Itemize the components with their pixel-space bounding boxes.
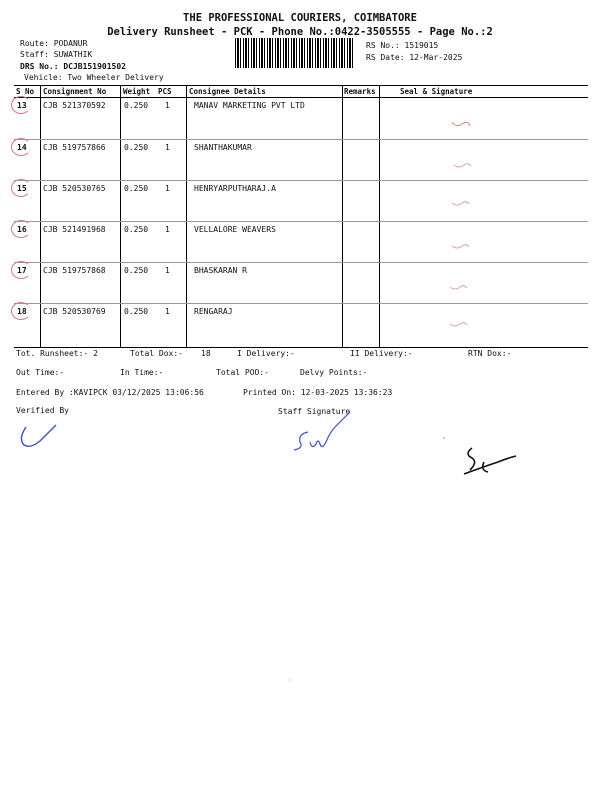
staff-signature xyxy=(294,412,350,450)
row-weight: 0.250 xyxy=(124,101,149,110)
col-header-consignee: Consignee Details xyxy=(189,87,266,96)
row-pcs: 1 xyxy=(165,143,170,152)
row-consignee: SHANTHAKUMAR xyxy=(194,143,252,152)
initials-mark xyxy=(464,448,516,474)
in-time: In Time:- xyxy=(120,368,164,377)
row-pcs: 1 xyxy=(165,307,170,316)
row-consignee: MANAV MARKETING PVT LTD xyxy=(194,101,305,110)
col-header-seal-signature: Seal & Signature xyxy=(400,87,473,96)
col-header-sno: S No xyxy=(16,87,35,96)
verified-by-label: Verified By xyxy=(16,406,69,415)
row-consignment: CJB 521491968 xyxy=(43,225,106,234)
row-weight: 0.250 xyxy=(124,143,149,152)
row-pcs: 1 xyxy=(165,266,170,275)
row-pcs: 1 xyxy=(165,225,170,234)
total-dox-label: Total Dox:- xyxy=(130,349,183,358)
rtn-dox: RTN Dox:- xyxy=(468,349,512,358)
row-consignee: BHASKARAN R xyxy=(194,266,247,275)
drs-number: DRS No.: DCJB151901502 xyxy=(20,62,126,71)
col-header-remarks: Remarks xyxy=(344,87,376,96)
staff: Staff: SUWATHIK xyxy=(20,50,93,59)
total-dox-value: 18 xyxy=(201,349,211,358)
row-weight: 0.250 xyxy=(124,225,149,234)
row-sno: 18 xyxy=(17,307,27,316)
row-sno: 16 xyxy=(17,225,27,234)
col-header-weight: Weight xyxy=(123,87,151,96)
row-consignee: VELLALORE WEAVERS xyxy=(194,225,276,234)
row-weight: 0.250 xyxy=(124,266,149,275)
runsheet-title: Delivery Runsheet - PCK - Phone No.:0422-3505555 - Page No.:2 xyxy=(107,26,493,38)
row-weight: 0.250 xyxy=(124,184,149,193)
row-pcs: 1 xyxy=(165,101,170,110)
printed-on: Printed On: 12-03-2025 13:36:23 xyxy=(243,388,393,397)
ii-delivery: II Delivery:- xyxy=(350,349,413,358)
row-consignment: CJB 520530769 xyxy=(43,307,106,316)
delvy-points: Delvy Points:- xyxy=(300,368,368,377)
row-pcs: 1 xyxy=(165,184,170,193)
row-sno: 13 xyxy=(17,101,27,110)
col-header-consignment: Consignment No xyxy=(43,87,107,96)
vehicle: Vehicle: Two Wheeler Delivery xyxy=(24,73,164,82)
row-consignee: HENRYARPUTHARAJ.A xyxy=(194,184,276,193)
row-consignment: CJB 519757868 xyxy=(43,266,106,275)
tot-runsheet: Tot. Runsheet:- 2 xyxy=(16,349,98,358)
row-consignee: RENGARAJ xyxy=(194,307,233,316)
rs-date: RS Date: 12-Mar-2025 xyxy=(366,53,463,62)
entered-by: Entered By :KAVIPCK 03/12/2025 13:06:56 xyxy=(16,388,204,397)
i-delivery: I Delivery:- xyxy=(237,349,295,358)
staff-signature-label: Staff Signature xyxy=(278,407,351,416)
company-name: THE PROFESSIONAL COURIERS, COIMBATORE xyxy=(183,12,417,24)
row-weight: 0.250 xyxy=(124,307,149,316)
row-sno: 17 xyxy=(17,266,27,275)
total-poo: Total POO:- xyxy=(216,368,269,377)
row-consignment: CJB 519757866 xyxy=(43,143,106,152)
row-sno: 14 xyxy=(17,143,27,152)
row-sno: 15 xyxy=(17,184,27,193)
route: Route: PODANUR xyxy=(20,39,88,48)
row-consignment: CJB 521370592 xyxy=(43,101,106,110)
row-consignment: CJB 520530765 xyxy=(43,184,106,193)
verifier-signature xyxy=(21,425,56,446)
out-time: Out Time:- xyxy=(16,368,65,377)
col-header-pcs: PCS xyxy=(158,87,172,96)
rs-number: RS No.: 1519015 xyxy=(366,41,439,50)
